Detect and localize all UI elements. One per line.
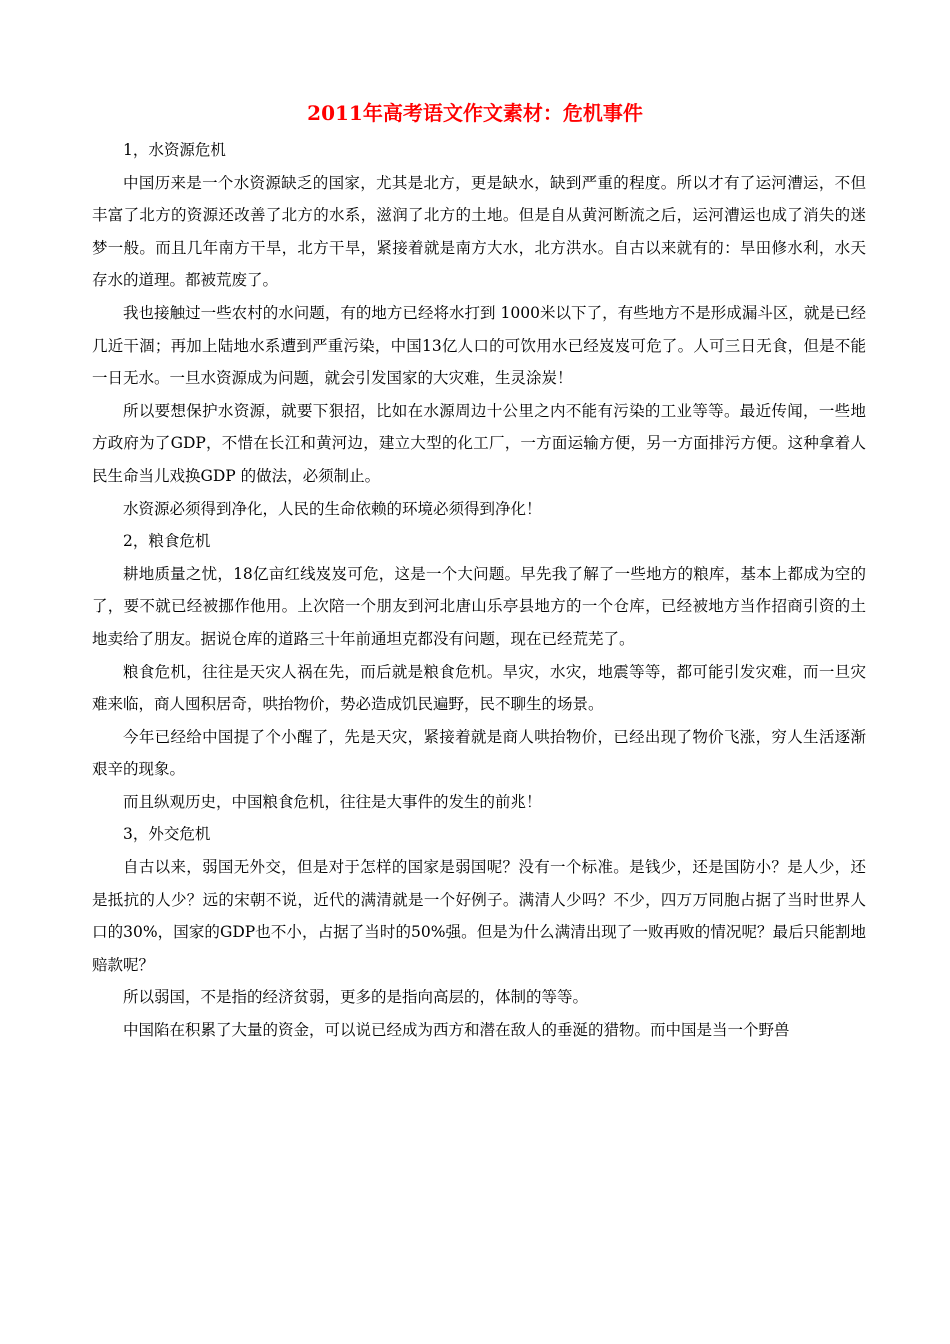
paragraph: 粮食危机，往往是天灾人祸在先，而后就是粮食危机。旱灾，水灾，地震等等，都可能引发灾难，而一旦灾难来临，商人囤积居奇，哄抬物价，势必造成饥民遍野，民不聊生的场景。 <box>92 662 866 714</box>
section-heading-food: 2，粮食危机 <box>123 532 211 551</box>
paragraph: 今年已经给中国提了个小醒了，先是天灾，紧接着就是商人哄抬物价，已经出现了物价飞涨，穷人生活逐渐艰辛的现象。 <box>92 727 866 779</box>
paragraph: 自古以来，弱国无外交，但是对于怎样的国家是弱国呢？没有一个标准。是钱少，还是国防小？是人少，还是抵抗的人少？远的宋朝不说，近代的满清就是一个好例子。满清人少吗？不少，四万万同胞占据了当时世界人口的30%，国家的GDP也不小，占据了当时的50%强。但是为什么满清出现了一败再败的情况呢？最后只能割地赔款呢？ <box>92 858 866 974</box>
paragraph: 耕地质量之忧，18亿亩红线岌岌可危，这是一个大问题。早先我了解了一些地方的粮库，基本上都成为空的了，要不就已经被挪作他用。上次陪一个朋友到河北唐山乐亭县地方的一个仓库，已经被地方当作招商引资的土地卖给了朋友。据说仓库的道路三十年前通坦克都没有问题，现在已经荒芜了。 <box>92 564 866 648</box>
section-heading-diplomacy: 3，外交危机 <box>123 825 211 844</box>
paragraph: 而且纵观历史，中国粮食危机，往往是大事件的发生的前兆！ <box>123 792 542 811</box>
section-heading-water: 1，水资源危机 <box>123 141 226 159</box>
document-body <box>92 134 866 1047</box>
paragraph: 所以弱国，不是指的经济贫弱，更多的是指向高层的，体制的等等。 <box>123 988 589 1007</box>
paragraph: 我也接触过一些农村的水问题，有的地方已经将水打到 1000米以下了，有些地方不是形成漏斗区，就是已经几近干涸；再加上陆地水系遭到严重污染，中国13亿人口的可饮用水已经岌岌可危了。人可三日无食，但是不能一日无水。一旦水资源成为问题，就会引发国家的大灾难，生灵涂炭！ <box>92 303 866 388</box>
paragraph: 中国历来是一个水资源缺乏的国家，尤其是北方，更是缺水，缺到严重的程度。所以才有了运河漕运，不但丰富了北方的资源还改善了北方的水系，滋润了北方的土地。但是自从黄河断流之后，运河漕运也成了消失的迷梦一般。而且几年南方干旱，北方干旱，紧接着就是南方大水，北方洪水。自古以来就有的：旱田修水利，水天存水的道理。都被荒废了。 <box>92 173 866 290</box>
document-title: 2011年高考语文作文素材：危机事件 <box>307 101 643 125</box>
paragraph: 中国陷在积累了大量的资金，可以说已经成为西方和潜在敌人的垂涎的猎物。而中国是当一个野兽 <box>123 1021 790 1040</box>
paragraph: 水资源必须得到净化，人民的生命依赖的环境必须得到净化！ <box>123 499 542 518</box>
paragraph: 所以要想保护水资源，就要下狠招，比如在水源周边十公里之内不能有污染的工业等等。最近传闻，一些地方政府为了GDP，不惜在长江和黄河边，建立大型的化工厂，一方面运输方便，另一方面排污方便。这种拿着人民生命当儿戏换GDP 的做法，必须制止。 <box>92 401 866 485</box>
